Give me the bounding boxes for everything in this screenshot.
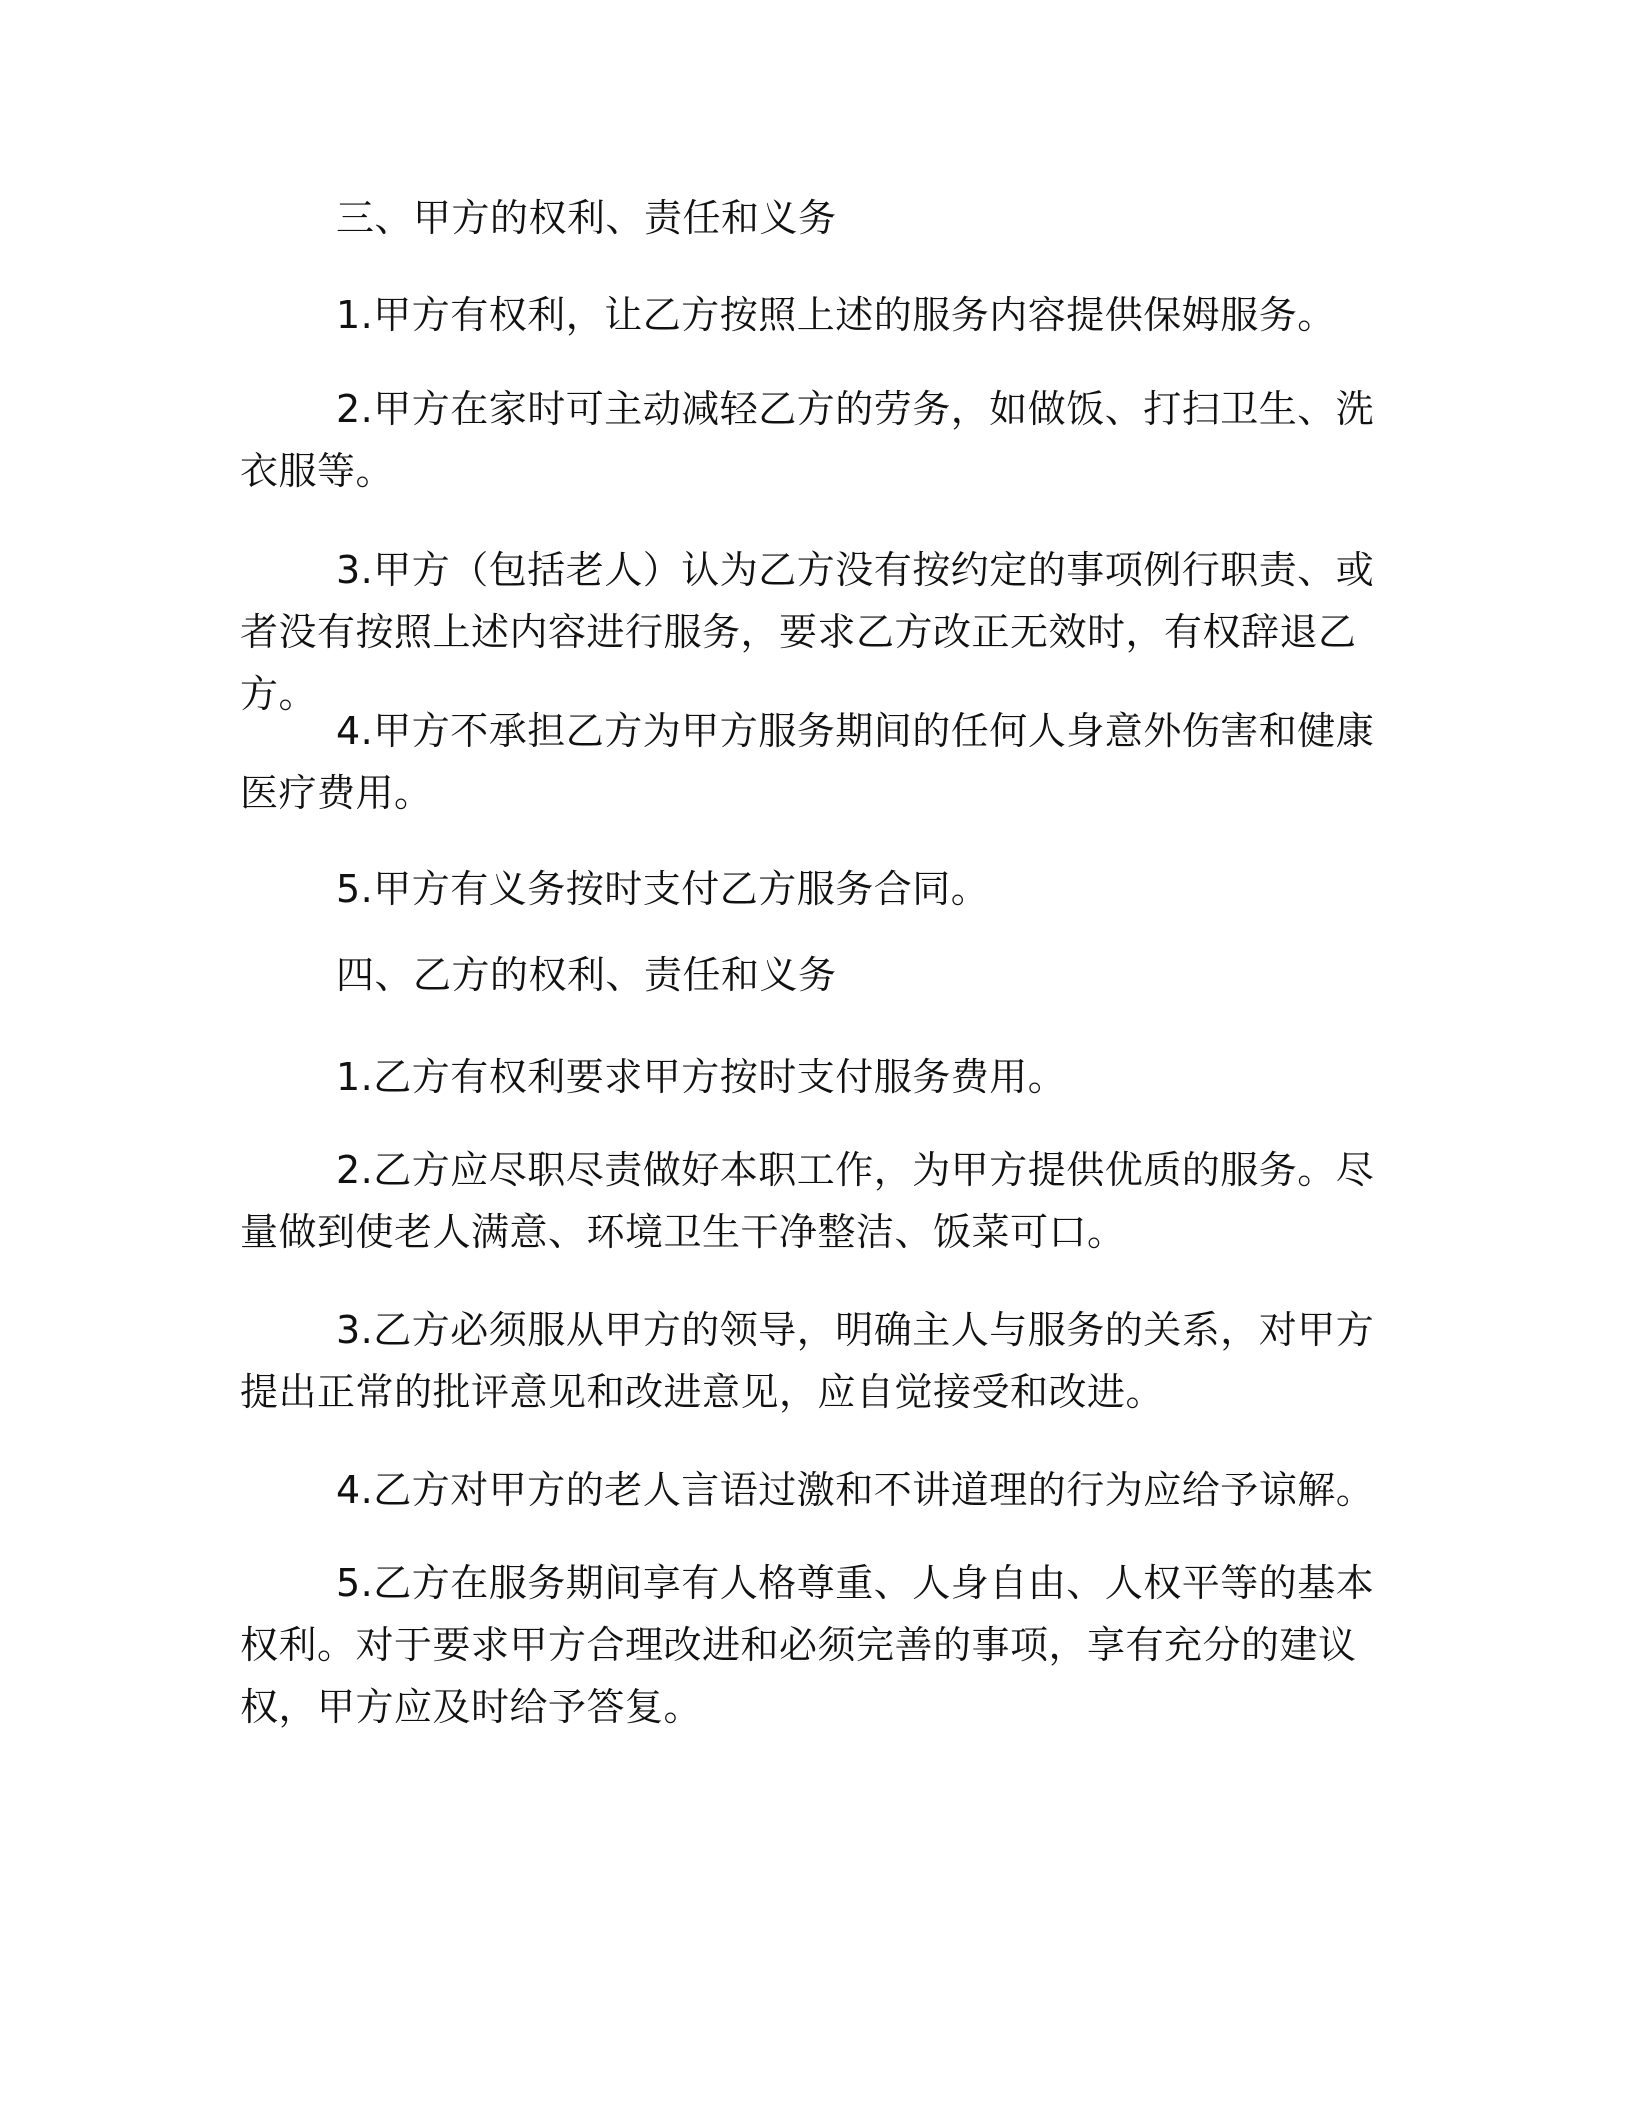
section-heading-party-b: 四、乙方的权利、责任和义务	[336, 953, 837, 997]
paragraph: 1.乙方有权利要求甲方按时支付服务费用。	[336, 1055, 1067, 1099]
paragraph: 5.乙方在服务期间享有人格尊重、人身自由、人权平等的基本权利。对于要求甲方合理改进和必须完善的事项，享有充分的建议权，甲方应及时给予答复。	[240, 1561, 1375, 1729]
paragraph: 4.乙方对甲方的老人言语过激和不讲道理的行为应给予谅解。	[336, 1468, 1375, 1512]
paragraph: 3.甲方（包括老人）认为乙方没有按约定的事项例行职责、或者没有按照上述内容进行服务，要求乙方改正无效时，有权辞退乙方。	[240, 548, 1375, 716]
paragraph: 4.甲方不承担乙方为甲方服务期间的任何人身意外伤害和健康医疗费用。	[240, 709, 1375, 815]
paragraph: 2.甲方在家时可主动减轻乙方的劳务，如做饭、打扫卫生、洗衣服等。	[240, 387, 1375, 493]
paragraph: 3.乙方必须服从甲方的领导，明确主人与服务的关系，对甲方提出正常的批评意见和改进意见，应自觉接受和改进。	[240, 1308, 1375, 1414]
paragraph: 5.甲方有义务按时支付乙方服务合同。	[336, 867, 990, 911]
section-heading-party-a: 三、甲方的权利、责任和义务	[336, 196, 837, 240]
paragraph: 2.乙方应尽职尽责做好本职工作，为甲方提供优质的服务。尽量做到使老人满意、环境卫生干净整洁、饭菜可口。	[240, 1148, 1375, 1254]
paragraph: 1.甲方有权利，让乙方按照上述的服务内容提供保姆服务。	[336, 293, 1336, 337]
